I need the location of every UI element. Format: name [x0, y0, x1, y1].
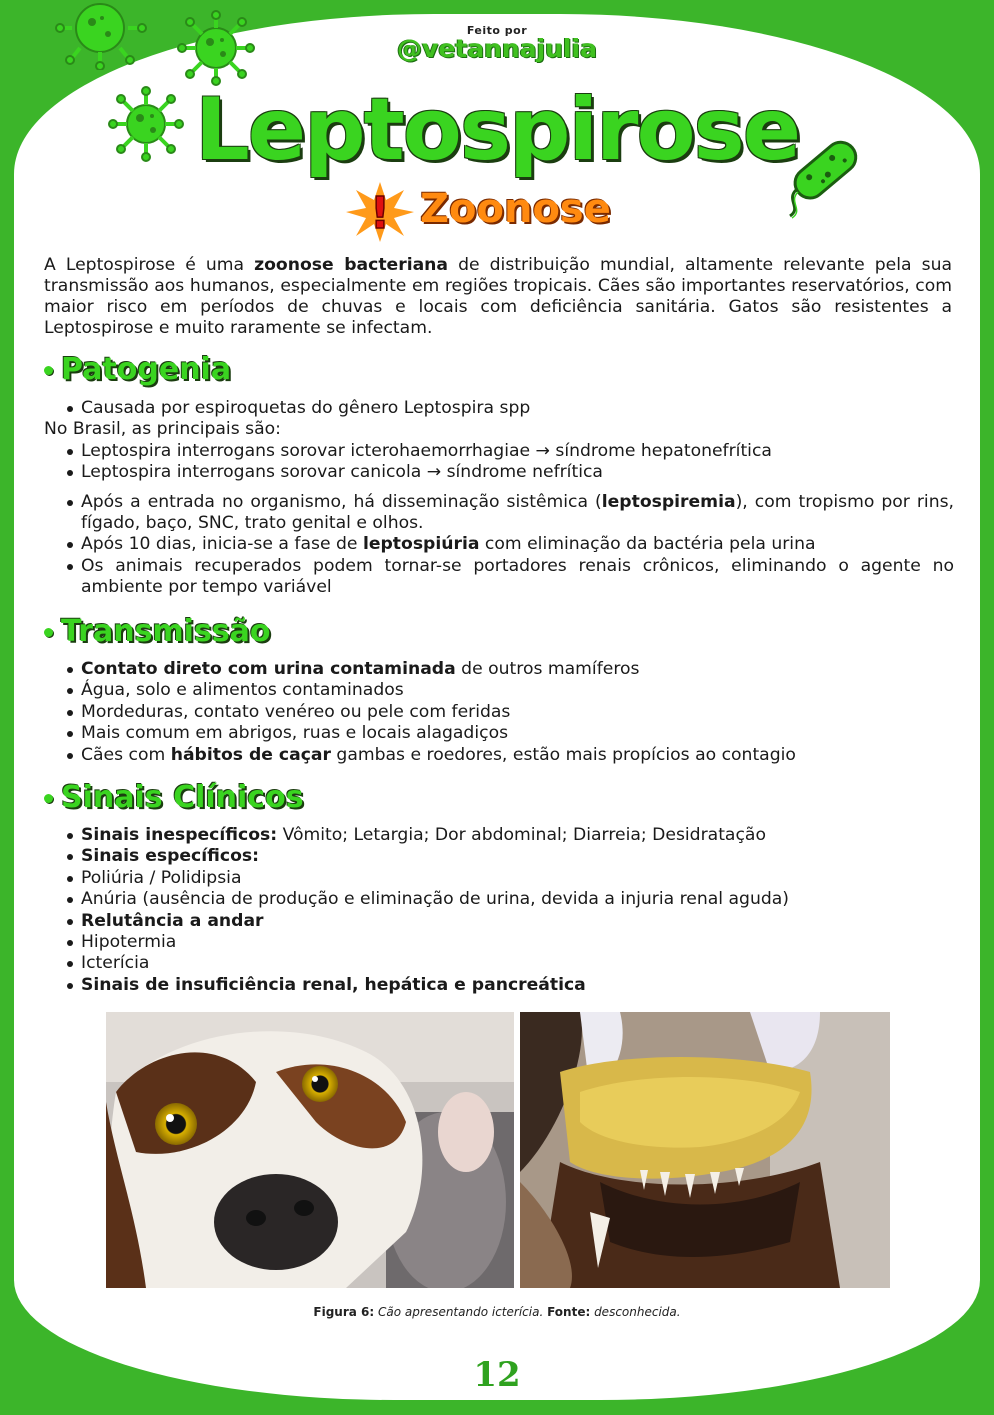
- list-item: Icterícia: [44, 953, 954, 974]
- page-title: Leptospirose: [194, 80, 800, 180]
- photo-dog-jaundiced-mouth: [520, 1012, 890, 1288]
- figure-caption: Figura 6: Cão apresentando icterícia. Fonte: desconhecida.: [313, 1305, 681, 1319]
- alert-burst-icon: [346, 182, 414, 242]
- credit-handle: @vetannajulia: [397, 34, 597, 63]
- figure-photos: [106, 1012, 890, 1288]
- list-item: Os animais recuperados podem tornar-se portadores renais crônicos, eliminando o agente no ambiente por tempo variável: [44, 556, 954, 599]
- section-heading-patogenia: Patogenia: [44, 352, 231, 387]
- list-item: Mais comum em abrigos, ruas e locais alagadiços: [44, 723, 954, 744]
- page-subtitle: Zoonose: [420, 186, 611, 232]
- transmissao-list: [44, 659, 954, 766]
- credit-label: Feito por: [466, 24, 528, 37]
- list-item: Sinais inespecíficos: Vômito; Letargia; Dor abdominal; Diarreia; Desidratação: [44, 825, 954, 846]
- alert-symbol: !: [369, 188, 391, 239]
- list-item: Leptospira interrogans sorovar canicola → síndrome nefrítica: [44, 462, 954, 483]
- sinais-list: [44, 825, 954, 996]
- list-item: Leptospira interrogans sorovar icterohaemorrhagiae → síndrome hepatonefrítica: [44, 441, 954, 462]
- list-item: No Brasil, as principais são:: [44, 419, 281, 440]
- list-item: Poliúria / Polidipsia: [44, 868, 954, 889]
- list-item: Relutância a andar: [44, 911, 954, 932]
- section-heading-sinais: Sinais Clínicos: [44, 780, 304, 815]
- list-item: Causada por espiroquetas do gênero Leptospira spp: [44, 398, 954, 419]
- list-item: Anúria (ausência de produção e eliminação de urina, devida a injuria renal aguda): [44, 889, 954, 910]
- list-item: Contato direto com urina contaminada de outros mamíferos: [44, 659, 954, 680]
- list-item: Cães com hábitos de caçar gambas e roedores, estão mais propícios ao contagio: [44, 745, 954, 766]
- list-item: Após 10 dias, inicia-se a fase de leptospiúria com eliminação da bactéria pela urina: [44, 534, 954, 555]
- list-item: Sinais de insuficiência renal, hepática e pancreática: [44, 975, 954, 996]
- list-item: Hipotermia: [44, 932, 954, 953]
- list-item: Água, solo e alimentos contaminados: [44, 680, 954, 701]
- list-item: Após a entrada no organismo, há disseminação sistêmica (leptospiremia), com tropismo por rins, fígado, baço, SNC, trato genital e olhos.: [44, 492, 954, 535]
- page-number: 12: [473, 1355, 521, 1395]
- intro-paragraph: A Leptospirose é uma zoonose bacteriana de distribuição mundial, altamente relevante pela sua transmissão aos humanos, especialmente em regiões tropicais. Cães são importantes reservatórios, com maior risco em períodos de chuvas e locais com deficiência sanitária. Gatos são resistentes a Leptospirose e muito raramente se infectam.: [44, 255, 952, 338]
- section-heading-transmissao: Transmissão: [44, 614, 271, 649]
- patogenia-list: [44, 398, 954, 599]
- list-item: Mordeduras, contato venéreo ou pele com feridas: [44, 702, 954, 723]
- photo-dog-jaundiced-eyes: [106, 1012, 514, 1288]
- list-item: Sinais específicos:: [44, 846, 954, 867]
